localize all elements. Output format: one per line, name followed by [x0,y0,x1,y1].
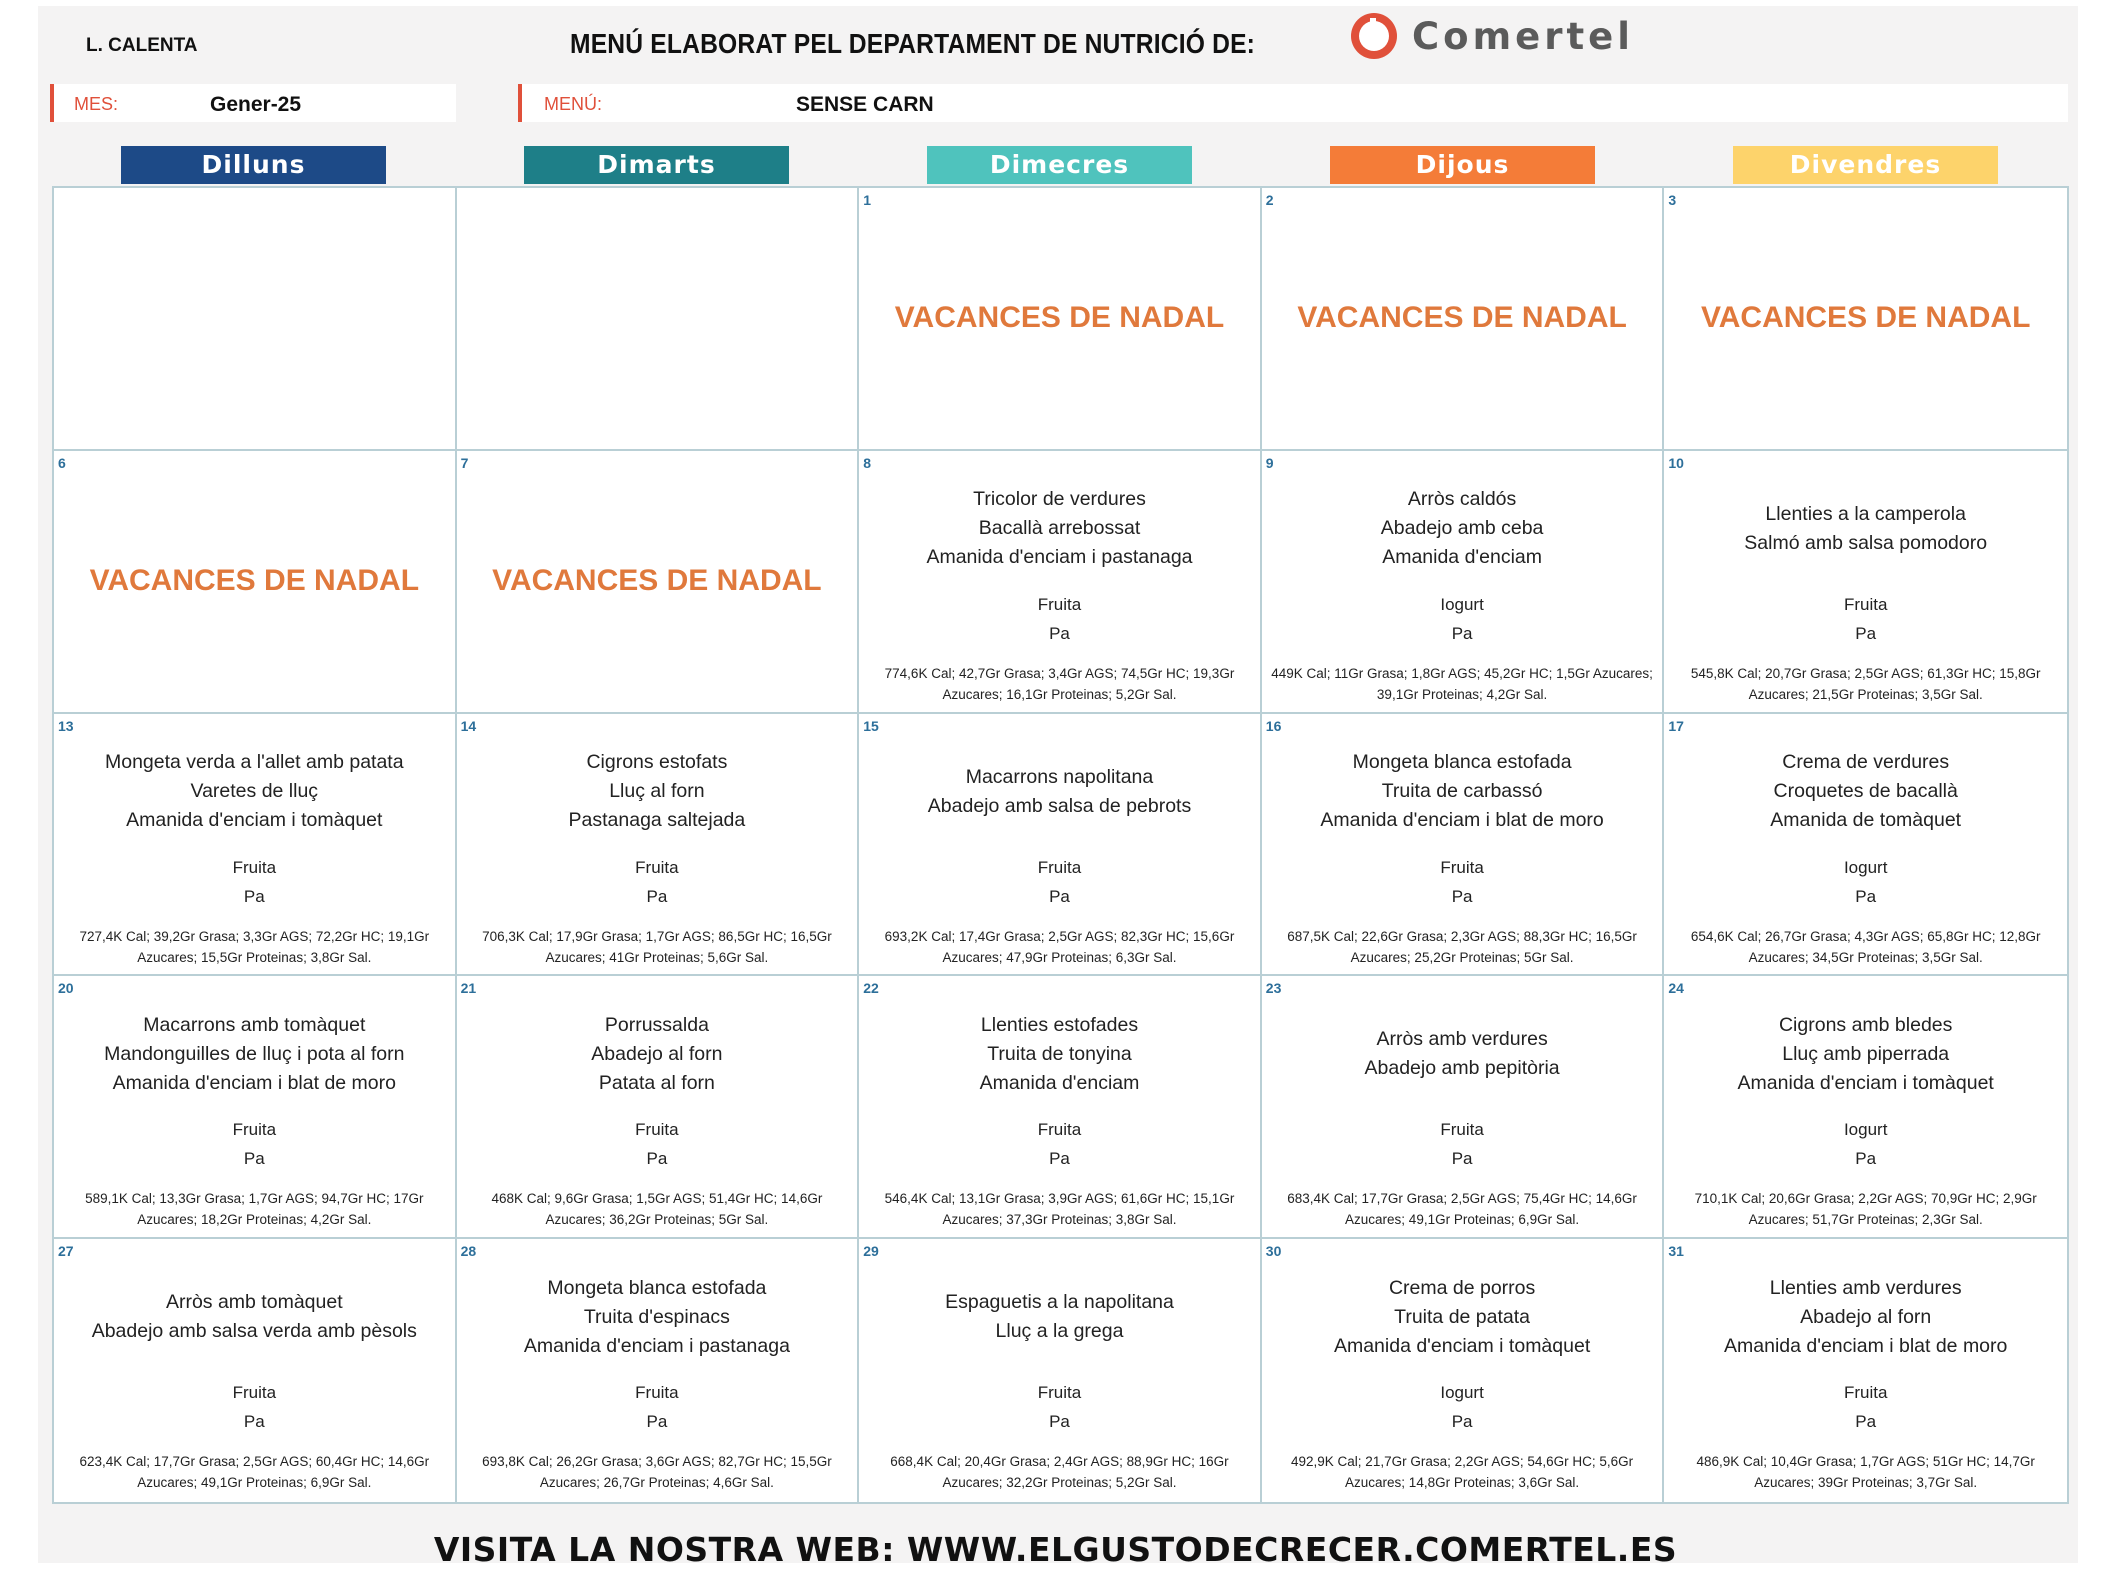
dessert: Fruita [635,1383,679,1403]
comertel-logo-icon [1348,10,1400,62]
bread: Pa [243,1149,265,1169]
dessert: Fruita [1843,594,1888,614]
day-number: 22 [863,980,879,997]
comertel-logo [1348,10,1634,62]
day-number: 16 [1265,717,1282,734]
dish-item: Arròs caldós [1407,488,1517,511]
dish-item: Cigrons amb bledes [1778,1013,1953,1036]
bread: Pa [1451,1149,1473,1169]
dessert: Fruita [1440,1120,1484,1140]
page-title: MENÚ ELABORAT PEL DEPARTAMENT DE NUTRICIÓ DE: [570,28,1256,59]
dish-item: Croquetes de bacallà [1773,780,1958,803]
day-cell [1262,976,1665,1239]
dish-list [457,1273,858,1361]
holiday-label: VACANCES DE NADAL [1700,301,2031,335]
dish-item: Pastanaga saltejada [568,809,746,832]
dish-item: Amanida d'enciam i pastanaga [523,1334,790,1357]
dish-item: Crema de porros [1388,1276,1536,1299]
day-cell [457,976,860,1239]
bread: Pa [1855,1412,1877,1432]
nutrition-info: 449K Cal; 11Gr Grasa; 1,8Gr AGS; 45,2Gr HC; 1,5Gr Azucares; 39,1Gr Proteinas; 4,2Gr Sal. [1271,665,1653,702]
calendar-grid [52,186,2069,1504]
day-cell [1664,1239,2067,1502]
day-cell [859,188,1262,451]
nutrition-info: 706,3K Cal; 17,9Gr Grasa; 1,7Gr AGS; 86,5Gr HC; 16,5Gr Azucares; 41Gr Proteinas; 5,6Gr Sal. [482,928,832,965]
day-number: 29 [863,1243,879,1260]
dish-list [457,748,858,836]
dessert: Fruita [635,857,679,877]
nutrition-info: 546,4K Cal; 13,1Gr Grasa; 3,9Gr AGS; 61,6Gr HC; 15,1Gr Azucares; 37,3Gr Proteinas; 3,8Gr Sal. [884,1191,1235,1228]
day-cell [859,1239,1262,1502]
day-number: 30 [1265,1243,1282,1260]
menu-label: MENÚ: [544,94,602,114]
dish-item: Lluç amb piperrada [1782,1042,1950,1065]
holiday-label: VACANCES DE NADAL [894,301,1225,335]
dish-item: Mongeta verda a l'allet amb patata [105,751,404,774]
dish-item: Abadejo amb ceba [1380,517,1544,540]
nutrition-info: 486,9K Cal; 10,4Gr Grasa; 1,7Gr AGS; 51Gr HC; 14,7Gr Azucares; 39Gr Proteinas; 3,7Gr Sal. [1696,1454,2035,1491]
dish-item: Patata al forn [598,1071,715,1094]
dish-list [859,1273,1260,1361]
nutrition-info: 654,6K Cal; 26,7Gr Grasa; 4,3Gr AGS; 65,8Gr HC; 12,8Gr Azucares; 34,5Gr Proteinas; 3,5Gr Sal. [1690,928,2041,965]
nutrition-info: 492,9K Cal; 21,7Gr Grasa; 2,2Gr AGS; 54,6Gr HC; 5,6Gr Azucares; 14,8Gr Proteinas; 3,6Gr Sal. [1291,1454,1634,1491]
day-header-dilluns: Dilluns [121,146,386,184]
dessert: Fruita [1440,857,1484,877]
day-cell [457,188,860,451]
day-cell [457,714,860,977]
day-number: 21 [460,980,477,997]
dish-item: Varetes de lluç [190,780,319,803]
nutrition-info: 687,5K Cal; 22,6Gr Grasa; 2,3Gr AGS; 88,3Gr HC; 16,5Gr Azucares; 25,2Gr Proteinas; 5Gr Sal. [1287,928,1637,965]
day-header-dimarts: Dimarts [524,146,789,184]
dish-list [1262,1010,1663,1098]
dessert: Iogurt [1843,1120,1888,1140]
service-label: L. CALENTA [86,35,198,56]
menu-field [518,84,2068,122]
dish-item: Amanida d'enciam [979,1071,1140,1094]
day-number: 14 [460,717,477,734]
bread: Pa [243,886,265,906]
bread: Pa [1451,623,1473,643]
day-number: 28 [460,1243,477,1260]
bread: Pa [646,886,668,906]
month-value: Gener-25 [210,93,302,116]
holiday-label: VACANCES DE NADAL [1297,301,1627,335]
dish-item: Amanida d'enciam i tomàquet [1737,1071,1994,1094]
dessert: Fruita [232,1383,277,1403]
day-number: 6 [58,454,66,471]
dessert: Fruita [232,857,277,877]
day-cell [54,1239,457,1502]
bread: Pa [646,1149,668,1169]
dish-item: Amanida d'enciam i pastanaga [926,546,1193,569]
day-number: 23 [1265,980,1282,997]
day-cell [1262,714,1665,977]
dish-list [859,1010,1260,1098]
dish-item: Llenties estofades [980,1013,1139,1036]
day-cell [54,714,457,977]
day-number: 31 [1668,1243,1684,1260]
dish-list [54,1273,455,1361]
day-cell [1664,976,2067,1239]
dish-item: Truita d'espinacs [583,1305,730,1328]
day-cell [859,976,1262,1239]
month-field [50,84,456,122]
dish-list [1262,1273,1663,1361]
dish-item: Lluç al forn [609,780,705,803]
bread: Pa [1049,623,1070,643]
bread: Pa [646,1412,668,1432]
day-cell [1664,188,2067,451]
dish-item: Amanida de tomàquet [1770,809,1962,832]
dish-item: Crema de verdures [1782,751,1950,774]
day-number: 7 [460,454,469,471]
dessert: Iogurt [1843,857,1888,877]
day-header-dimecres: Dimecres [927,146,1192,184]
dish-item: Abadejo al forn [1800,1305,1932,1328]
bread: Pa [1855,623,1877,643]
holiday-label: VACANCES DE NADAL [492,564,822,598]
dish-list [859,748,1260,836]
dish-item: Abadejo al forn [591,1042,723,1065]
nutrition-info: 774,6K Cal; 42,7Gr Grasa; 3,4Gr AGS; 74,5Gr HC; 19,3Gr Azucares; 16,1Gr Proteinas; 5,2Gr Sal. [884,665,1235,702]
bread: Pa [1855,886,1877,906]
dish-list [1664,1273,2067,1361]
dish-list [1664,748,2067,836]
day-header-dijous: Dijous [1330,146,1595,184]
bread: Pa [1049,1412,1070,1432]
day-number: 20 [58,980,74,997]
bread: Pa [1451,886,1473,906]
day-cell [457,451,860,714]
nutrition-info: 727,4K Cal; 39,2Gr Grasa; 3,3Gr AGS; 72,2Gr HC; 19,1Gr Azucares; 15,5Gr Proteinas; 3,8Gr Sal. [79,928,430,965]
dish-item: Espaguetis a la napolitana [945,1291,1174,1314]
month-label: MES: [74,94,119,114]
dish-item: Salmó amb salsa pomodoro [1744,531,1988,554]
dessert: Fruita [635,1120,679,1140]
dish-item: Arròs amb verdures [1376,1028,1548,1051]
dish-item: Amanida d'enciam i tomàquet [126,809,383,832]
dish-item: Abadejo amb salsa verda amb pèsols [91,1320,417,1343]
bread: Pa [1855,1149,1877,1169]
dessert: Fruita [1037,1383,1082,1403]
day-cell [1664,451,2067,714]
day-number: 27 [58,1243,74,1260]
day-number: 9 [1265,454,1274,471]
dessert: Fruita [1037,857,1082,877]
day-number: 15 [863,717,879,734]
dish-list [1664,1010,2067,1098]
day-number: 1 [863,192,871,208]
dish-item: Amanida d'enciam i tomàquet [1333,1334,1591,1357]
nutrition-info: 468K Cal; 9,6Gr Grasa; 1,5Gr AGS; 51,4Gr HC; 14,6Gr Azucares; 36,2Gr Proteinas; 5Gr Sal. [491,1191,823,1228]
dish-item: Abadejo amb salsa de pebrots [927,794,1192,817]
dish-item: Tricolor de verdures [973,488,1146,511]
day-cell [1262,451,1665,714]
dessert: Fruita [1843,1383,1888,1403]
dish-item: Cigrons estofats [586,751,728,774]
dessert: Fruita [1037,594,1082,614]
bread: Pa [243,1412,265,1432]
day-cell [859,714,1262,977]
day-header-divendres: Divendres [1733,146,1998,184]
day-number: 8 [863,454,871,471]
dessert: Iogurt [1440,594,1484,614]
dish-item: Mongeta blanca estofada [1352,751,1572,774]
dish-item: Macarrons napolitana [965,765,1154,788]
nutrition-info: 545,8K Cal; 20,7Gr Grasa; 2,5Gr AGS; 61,3Gr HC; 15,8Gr Azucares; 21,5Gr Proteinas; 3,5Gr Sal. [1690,665,2041,702]
nutrition-info: 693,8K Cal; 26,2Gr Grasa; 3,6Gr AGS; 82,7Gr HC; 15,5Gr Azucares; 26,7Gr Proteinas; 4,6Gr Sal. [482,1454,832,1491]
dish-list [1262,748,1663,836]
nutrition-info: 710,1K Cal; 20,6Gr Grasa; 2,2Gr AGS; 70,9Gr HC; 2,9Gr Azucares; 51,7Gr Proteinas; 2,3Gr Sal. [1694,1191,2037,1228]
nutrition-info: 668,4K Cal; 20,4Gr Grasa; 2,4Gr AGS; 88,9Gr HC; 16Gr Azucares; 32,2Gr Proteinas; 5,2Gr Sal. [890,1454,1229,1491]
dish-item: Mongeta blanca estofada [547,1276,767,1299]
day-cell [457,1239,860,1502]
nutrition-info: 683,4K Cal; 17,7Gr Grasa; 2,5Gr AGS; 75,4Gr HC; 14,6Gr Azucares; 49,1Gr Proteinas; 6,9Gr Sal. [1287,1191,1637,1228]
day-number: 3 [1668,192,1677,208]
dish-item: Amanida d'enciam i blat de moro [112,1071,396,1094]
day-cell [54,451,457,714]
dish-item: Llenties a la camperola [1765,502,1966,525]
website-footer: VISITA LA NOSTRA WEB: WWW.ELGUSTODECRECER.COMERTEL.ES [433,1530,1678,1569]
day-cell [1664,714,2067,977]
dish-list [54,1010,455,1098]
dish-item: Amanida d'enciam [1382,546,1542,569]
dish-item: Abadejo amb pepitòria [1364,1057,1560,1080]
bread: Pa [1049,1149,1070,1169]
dish-item: Mandonguilles de lluç i pota al forn [104,1042,405,1065]
dish-item: Macarrons amb tomàquet [143,1013,366,1036]
dish-item: Porrussalda [604,1013,709,1036]
day-cell [54,188,457,451]
day-number: 2 [1265,192,1274,208]
dish-item: Lluç a la grega [995,1320,1124,1343]
day-number: 10 [1668,454,1684,471]
dish-list [1664,485,2067,573]
dish-item: Bacallà arrebossat [978,517,1141,540]
dish-item: Amanida d'enciam i blat de moro [1320,809,1604,832]
bread: Pa [1049,886,1070,906]
dessert: Fruita [232,1120,277,1140]
dessert: Iogurt [1440,1383,1484,1403]
day-cell [1262,188,1665,451]
day-number: 24 [1668,980,1684,997]
bread: Pa [1451,1412,1473,1432]
nutrition-info: 693,2K Cal; 17,4Gr Grasa; 2,5Gr AGS; 82,3Gr HC; 15,6Gr Azucares; 47,9Gr Proteinas; 6,3Gr Sal. [884,928,1235,965]
day-cell [1262,1239,1665,1502]
day-number: 17 [1668,717,1684,734]
menu-value: SENSE CARN [796,93,934,116]
nutrition-info: 623,4K Cal; 17,7Gr Grasa; 2,5Gr AGS; 60,4Gr HC; 14,6Gr Azucares; 49,1Gr Proteinas; 6,9Gr Sal. [79,1454,430,1491]
day-cell [859,451,1262,714]
holiday-label: VACANCES DE NADAL [89,564,420,598]
dish-item: Amanida d'enciam i blat de moro [1724,1334,2008,1357]
dish-list [54,748,455,836]
dish-item: Truita de carbassó [1381,780,1543,803]
dish-item: Truita de patata [1394,1305,1531,1328]
nutrition-info: 589,1K Cal; 13,3Gr Grasa; 1,7Gr AGS; 94,7Gr HC; 17Gr Azucares; 18,2Gr Proteinas; 4,2Gr Sal. [85,1191,424,1228]
dish-item: Arròs amb tomàquet [165,1291,343,1314]
day-cell [54,976,457,1239]
dish-item: Truita de tonyina [987,1042,1132,1065]
dish-list [859,485,1260,573]
dish-list [457,1010,858,1098]
logo-text: Comertel [1412,14,1634,58]
day-number: 13 [58,717,74,734]
dish-item: Llenties amb verdures [1769,1276,1962,1299]
dish-list [1262,485,1663,573]
dessert: Fruita [1037,1120,1082,1140]
